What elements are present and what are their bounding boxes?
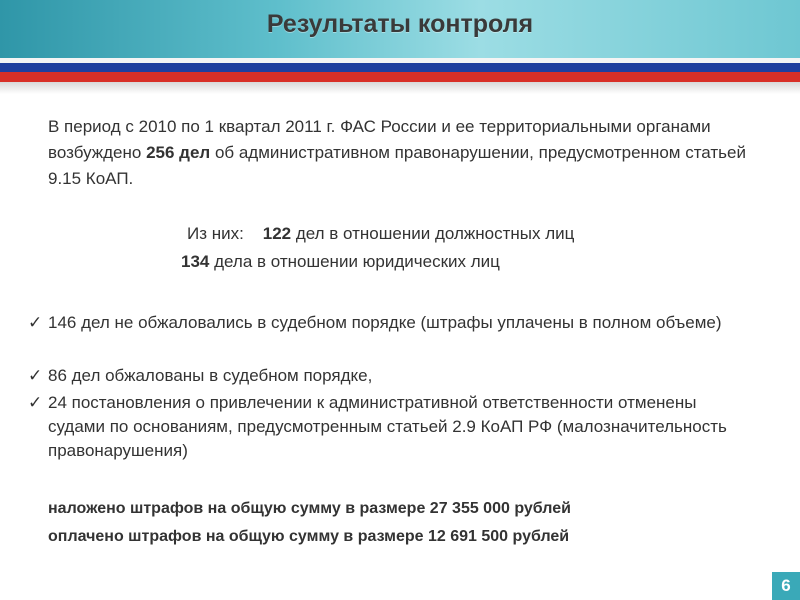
check-item-text: 24 постановления о привлечении к административной ответственности отменены судами по основаниям, предусмотренным статьей 2.9 КоАП РФ (малозначительность правонарушения) <box>48 393 727 460</box>
check-item-3 <box>28 391 728 463</box>
check-item-text: 86 дел обжалованы в судебном порядке, <box>48 366 373 385</box>
check-item-text: 146 дел не обжаловались в судебном порядке (штрафы уплачены в полном объеме) <box>48 313 722 332</box>
intro-paragraph <box>48 114 748 192</box>
breakdown-officials <box>187 224 574 244</box>
flag-stripe-red <box>0 72 800 82</box>
intro-cases-count: 256 дел <box>146 143 211 162</box>
fines-paid: оплачено штрафов на общую сумму в размере 12 691 500 рублей <box>48 528 570 545</box>
officials-count: 122 <box>262 224 292 243</box>
intro-text-after: об административном правонарушении, предусмотренном статьей 9.15 КоАП. <box>48 143 746 188</box>
check-icon: ✓ <box>28 393 43 413</box>
check-item-1 <box>28 311 768 335</box>
check-icon: ✓ <box>28 366 43 386</box>
fines-imposed: наложено штрафов на общую сумму в размере 27 355 000 рублей <box>48 500 571 517</box>
legal-count: 134 <box>181 252 210 271</box>
page-title: Результаты контроля <box>266 10 534 38</box>
page-number: 6 <box>772 572 800 600</box>
intro-text-before: В период с 2010 по 1 квартал 2011 г. ФАС России и ее территориальными органами возбуждено <box>48 117 711 162</box>
legal-text: дела в отношении юридических лиц <box>209 252 500 271</box>
check-item-2 <box>28 364 768 388</box>
header-shadow <box>0 82 800 94</box>
officials-text: дел в отношении должностных лиц <box>291 224 575 243</box>
breakdown-legal <box>181 252 500 272</box>
breakdown-prefix: Из них: <box>187 224 244 243</box>
check-icon: ✓ <box>28 313 43 333</box>
flag-stripe-blue <box>0 63 800 72</box>
